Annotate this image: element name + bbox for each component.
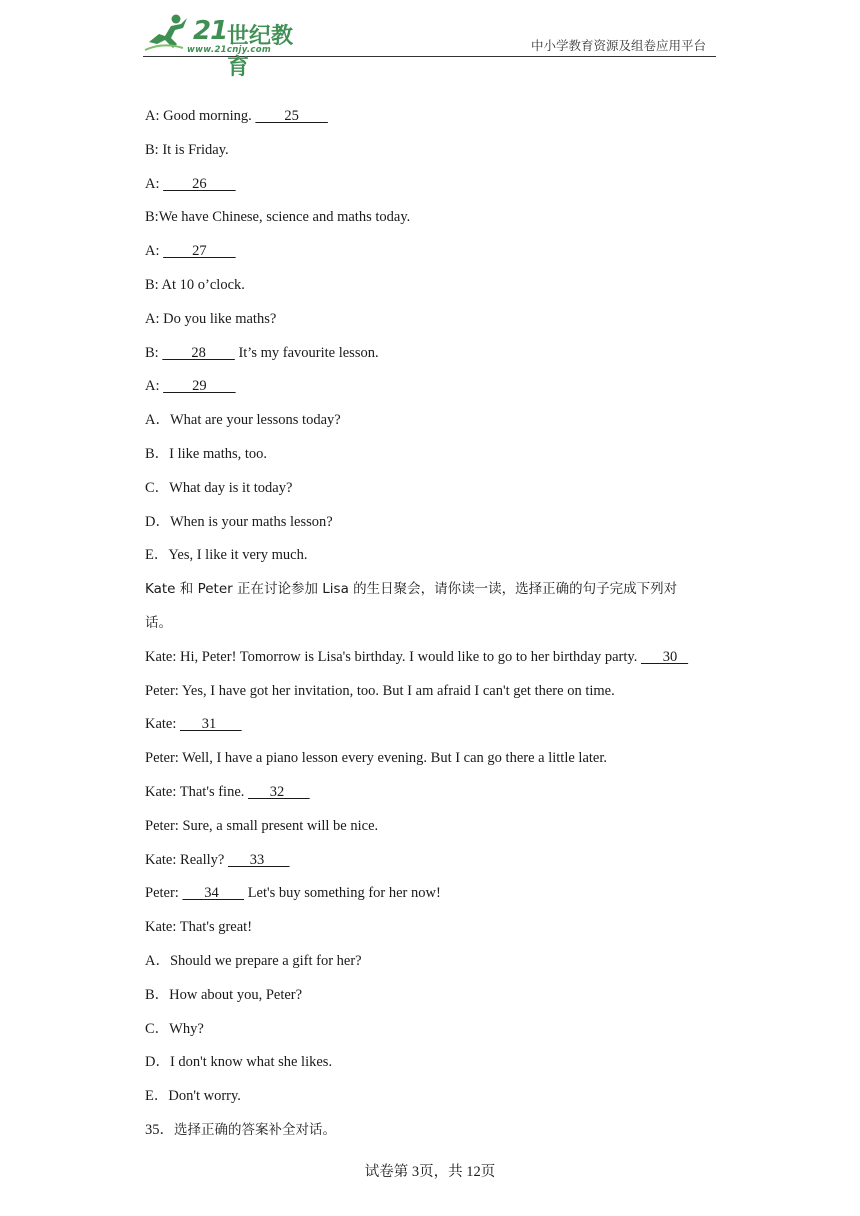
dialog2-instruction-line-2: 话。	[145, 614, 172, 631]
dialog1-option-c: C．What day is it today?	[145, 479, 293, 496]
dialog2-option-e: E．Don't worry.	[145, 1088, 241, 1105]
dialog1-line-1	[145, 104, 725, 138]
blank-28: 28	[162, 344, 235, 361]
dialog1-line-4: B:We have Chinese, science and maths today.	[145, 209, 411, 226]
dialog-text: Let's buy something for her now!	[244, 885, 441, 902]
dialog1-line-7: A: Do you like maths?	[145, 310, 277, 327]
dialog1-option-e: E．Yes, I like it very much.	[145, 547, 308, 564]
dialog1-line-2: B: It is Friday.	[145, 141, 229, 158]
dialog-text: A:	[145, 378, 164, 395]
dialog1-option-a: A．What are your lessons today?	[145, 412, 341, 429]
dialog2-option-b: B．How about you, Peter?	[145, 986, 303, 1003]
dialog2-instruction-line-1: Kate 和 Peter 正在讨论参加 Lisa 的生日聚会，请你读一读，选择正确的句子完成下列对	[145, 581, 678, 598]
logo-text: 世纪教育	[227, 24, 294, 80]
dialog1-line-5	[145, 239, 725, 273]
dialog2-line-8	[145, 881, 725, 915]
dialog1-line-9	[145, 374, 725, 408]
dialog-text: Kate: Hi, Peter! Tomorrow is Lisa's birthday. I would like to go to her birthday party.	[145, 648, 641, 665]
dialog2-option-c: C．Why?	[145, 1020, 204, 1037]
dialog2-option-d: D．I don't know what she likes.	[145, 1054, 333, 1071]
logo-number: 21	[193, 16, 228, 46]
dialog-text: A:	[145, 243, 164, 260]
dialog1-line-6: B: At 10 o’clock.	[145, 276, 245, 293]
logo-url: www.21cnjy.com	[187, 45, 271, 55]
blank-30: 30	[640, 648, 689, 665]
dialog2-line-5	[145, 780, 725, 814]
runner-icon	[143, 12, 191, 54]
dialog1-line-8	[145, 341, 725, 375]
dialog2-line-3	[145, 712, 725, 746]
blank-27: 27	[163, 243, 236, 260]
blank-31: 31	[180, 716, 242, 733]
dialog-text: Kate: Really?	[145, 851, 228, 868]
question-text: 选择正确的答案补全对话。	[174, 1121, 336, 1138]
question-number: 35．	[145, 1121, 174, 1138]
question-35	[145, 1118, 725, 1152]
blank-29: 29	[163, 378, 236, 395]
dialog-text: B:	[145, 344, 163, 361]
dialog2-option-a: A．Should we prepare a gift for her?	[145, 952, 362, 969]
dialog-text: It’s my favourite lesson.	[234, 344, 379, 361]
dialog-text: A: Good morning.	[145, 108, 256, 124]
blank-25: 25	[255, 108, 328, 124]
dialog1-option-d: D．When is your maths lesson?	[145, 513, 333, 530]
blank-32: 32	[248, 783, 310, 800]
dialog-text: Peter:	[145, 885, 183, 902]
dialog2-line-6: Peter: Sure, a small present will be nice.	[145, 817, 379, 834]
dialog2-line-7	[145, 848, 725, 882]
blank-34: 34	[182, 885, 245, 902]
dialog2-line-1	[145, 645, 725, 679]
dialog2-line-4: Peter: Well, I have a piano lesson every evening. But I can go there a little later.	[145, 750, 608, 767]
logo	[143, 12, 313, 80]
dialog1-option-b: B．I like maths, too.	[145, 445, 268, 462]
dialog-text: A:	[145, 175, 164, 192]
page-content	[145, 104, 725, 1152]
header-platform-text: 中小学教育资源及组卷应用平台	[530, 38, 706, 53]
page-footer: 试卷第 3页，共 12页	[364, 1164, 496, 1180]
dialog1-line-3	[145, 172, 725, 206]
dialog2-line-2: Peter: Yes, I have got her invitation, too. But I am afraid I can't get there on time.	[145, 682, 615, 699]
dialog-text: Kate: That's fine.	[145, 783, 249, 800]
dialog2-line-9: Kate: That's great!	[145, 919, 253, 936]
blank-33: 33	[227, 851, 290, 868]
blank-26: 26	[163, 175, 236, 192]
dialog-text: Kate:	[145, 716, 181, 733]
page-header	[143, 10, 716, 80]
